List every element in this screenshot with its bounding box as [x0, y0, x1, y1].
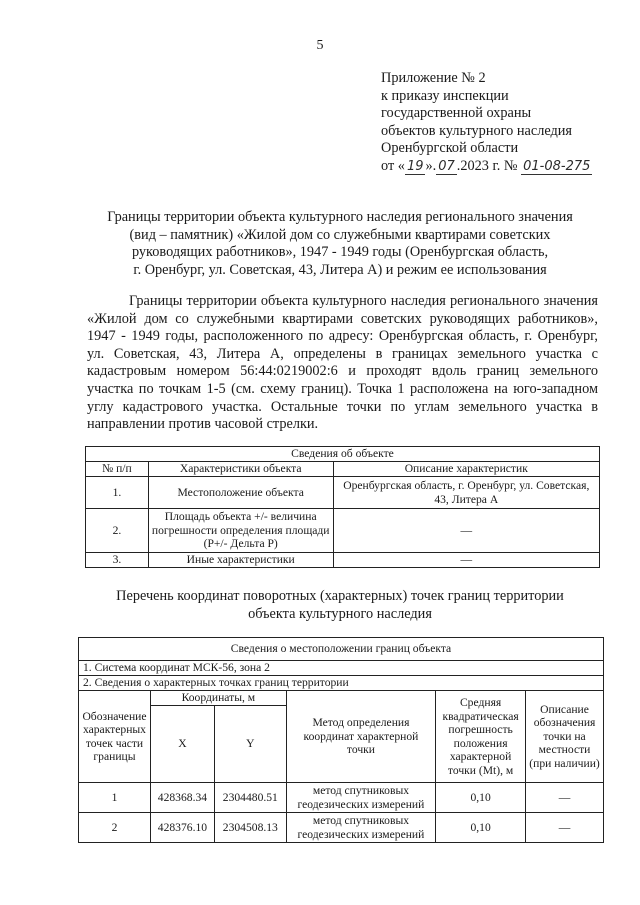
handwritten-order-number: 01-08-275 — [523, 158, 591, 174]
coords-table-caption: Сведения о местоположении границ объекта — [79, 638, 604, 661]
document-title — [80, 209, 600, 279]
coordinates-table — [78, 637, 604, 843]
appendix-line: Оренбургской области — [381, 140, 519, 156]
appendix-line: к приказу инспекции — [381, 87, 509, 104]
col-header-description: Описание характеристик — [333, 462, 599, 477]
title-line: г. Оренбург, ул. Советская, 43, Литера А) и режим ее использования — [133, 261, 547, 278]
date-prefix: от « — [381, 157, 405, 174]
boundary-description: Границы территории объекта культурного наследия регионального значения «Жилой дом со служебными квартирами советских руководящих работников», 1947 - 1949 годы, расположенного по адресу: Оренбургская область, г. Оренбург, ул. Советская, 43, Литера А, определены в границах земельного участка с кадастровым номером 56:44:0219002:6 и проходят вдоль границ земельного участка по точкам 1-5 (см. схему границ). Точка 1 расположена на юго-западном углу кадастрового участка. Остальные точки по углам земельного участка в направлении против часовой стрелки. — [87, 293, 598, 433]
points-caption: 2. Сведения о характерных точках границ территории — [79, 676, 604, 691]
appendix-date-line — [381, 158, 592, 176]
coords-title — [80, 588, 600, 623]
table-row: 3. Иные характеристики — — [86, 553, 600, 568]
col-header-point: Обозначение характерных точек части границы — [79, 691, 151, 783]
title-line: Перечень координат поворотных (характерных) точек границ территории — [116, 588, 564, 604]
col-header-x: X — [150, 706, 214, 783]
title-line: Границы территории объекта культурного наследия регионального значения — [107, 209, 573, 225]
date-year: .2023 г. № — [456, 157, 518, 174]
handwritten-day: 19 — [406, 158, 424, 174]
col-header-error: Средняя квадратическая погрешность положения характерной точки (Mt), м — [436, 691, 526, 783]
table-row: 1 428368.34 2304480.51 метод спутниковых геодезических измерений 0,10 — — [79, 783, 604, 813]
table-row: 2. Площадь объекта +/- величина погрешности определения площади (P+/- Дельта P) — — [86, 509, 600, 553]
col-header-method: Метод определения координат характерной точки — [286, 691, 435, 783]
appendix-line: Приложение № 2 — [381, 70, 486, 86]
col-header-num: № п/п — [86, 462, 149, 477]
date-mid: ». — [425, 157, 437, 174]
appendix-header — [381, 70, 592, 175]
appendix-line: государственной охраны — [381, 105, 532, 121]
col-header-characteristic: Характеристики объекта — [148, 462, 333, 477]
col-header-y: Y — [214, 706, 286, 783]
coordinate-system: 1. Система координат МСК-56, зона 2 — [79, 661, 604, 676]
object-info-table — [85, 446, 600, 568]
table-row: 1. Местоположение объекта Оренбургская область, г. Оренбург, ул. Советская, 43, Литера А — [86, 477, 600, 509]
title-line: объекта культурного наследия — [248, 605, 432, 622]
title-line: (вид – памятник) «Жилой дом со служебными квартирами советских — [129, 226, 551, 243]
title-line: руководящих работников», 1947 - 1949 годы (Оренбургская область, — [131, 244, 549, 260]
table-caption: Сведения об объекте — [86, 447, 600, 462]
appendix-line: объектов культурного наследия — [381, 122, 572, 139]
col-header-coords: Координаты, м — [150, 691, 286, 706]
page-number: 5 — [316, 38, 324, 53]
handwritten-month: 07 — [438, 158, 455, 174]
col-header-point-description: Описание обозначения точки на местности (при наличии) — [526, 691, 604, 783]
table-row: 2 428376.10 2304508.13 метод спутниковых геодезических измерений 0,10 — — [79, 813, 604, 843]
